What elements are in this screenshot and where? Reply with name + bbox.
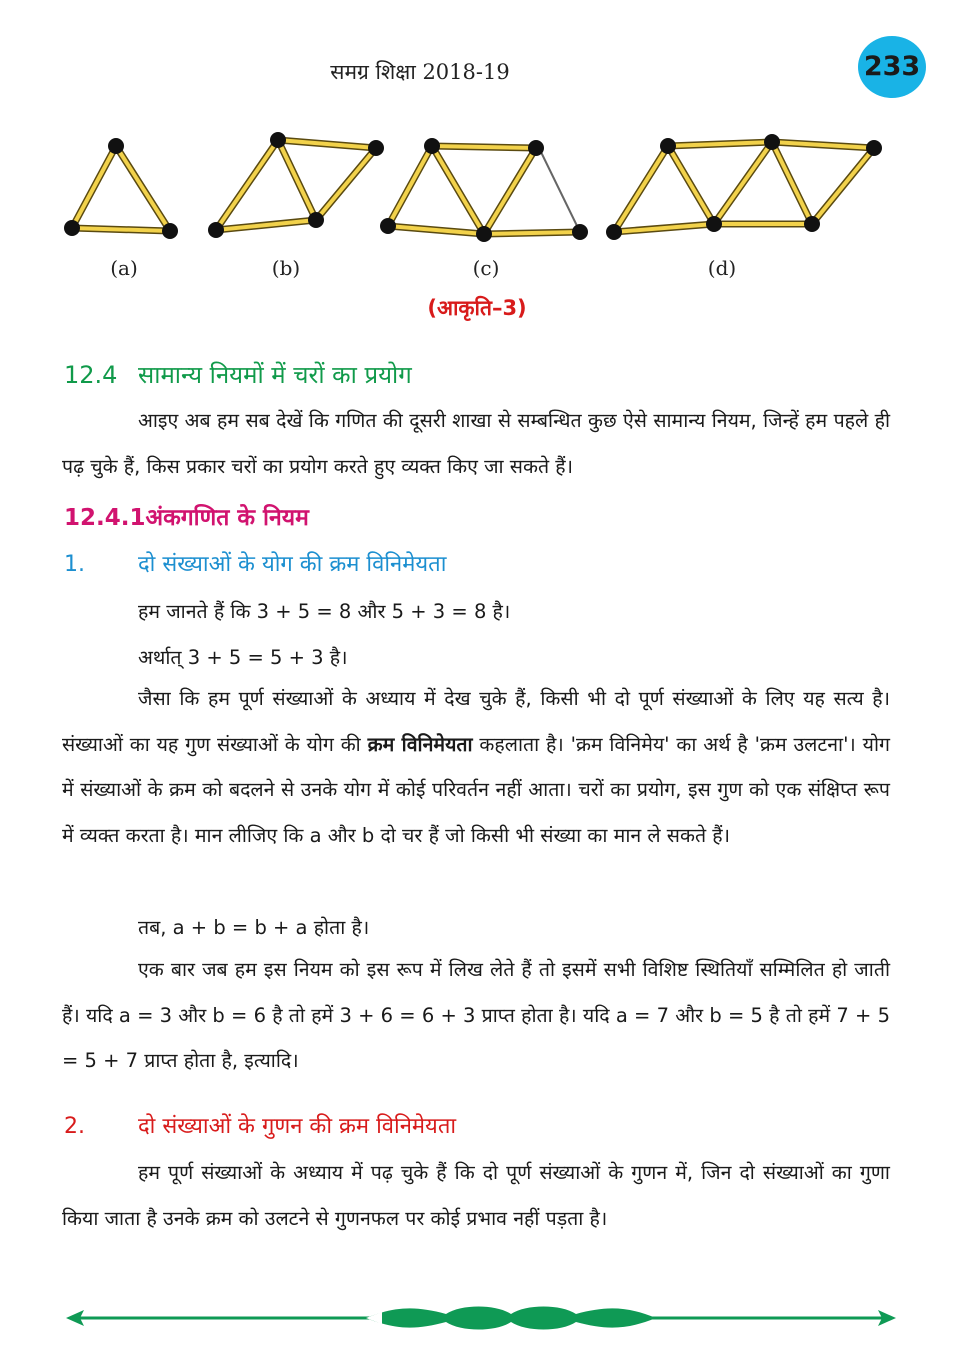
figure-label-c: (c) [472,256,500,280]
section-title: सामान्य नियमों में चरों का प्रयोग [138,361,412,389]
rule1-number: 1. [64,552,85,577]
rule2-paragraph: हम पूर्ण संख्याओं के अध्याय में पढ़ चुके हैं कि दो पूर्ण संख्याओं के गुणन में, जिन दो संख्याओं का गुणा किया जाता है उनके क्रम को उलटने से गुणनफल पर कोई प्रभाव नहीं पड़ता है। [62,1161,890,1230]
subsection-title: अंकगणित के नियम [145,505,309,531]
section-number: 12.4 [64,361,118,389]
figure-label-a: (a) [110,256,138,280]
rule1-para-bold: क्रम विनिमेयता [367,732,473,756]
figure-b [208,132,384,238]
rule1-line3: तब, a + b = b + a होता है। [138,916,370,939]
subsection-heading [64,500,309,532]
figure-label-d: (d) [707,256,737,280]
figure-caption: (आकृति–3) [427,296,527,320]
figure-label-b: (b) [271,256,301,280]
figure-c [380,138,588,242]
figure-a [64,138,178,239]
rule1-paragraph [62,676,890,858]
figure-d [606,134,882,240]
rule2-heading [64,1110,456,1140]
rule1-para-b: कहलाता है। 'क्रम विनिमेय' का अर्थ है 'क्रम उलटना'। योग में संख्याओं के क्रम को बदलने से उनके योग में कोई परिवर्तन नहीं आता। चरों का प्रयोग, इस गुण को एक संक्षिप्त रूप में व्यक्त करता है। मान लीजिए कि a और b दो चर हैं जो किसी भी संख्या का मान ले सकते हैं। [62,732,890,847]
subsection-number: 12.4.1 [64,505,146,531]
rule1-line1: हम जानते हैं कि 3 + 5 = 8 और 5 + 3 = 8 है। [138,600,511,623]
page-number-badge: 233 [858,36,926,98]
rule1-title: दो संख्याओं के योग की क्रम विनिमेयता [138,552,447,577]
rule1-para-a: जैसा कि हम पूर्ण संख्याओं के अध्याय में देख चुके हैं, किसी भी दो पूर्ण संख्याओं के लिए यह सत्य है। संख्याओं का यह गुण संख्याओं के योग की [62,687,890,756]
rule1-heading [64,548,446,578]
section-intro: आइए अब हम सब देखें कि गणित की दूसरी शाखा से सम्बन्धित कुछ ऐसे सामान्य नियम, जिन्हें हम पहले ही पढ़ चुके हैं, किस प्रकार चरों का प्रयोग करते हुए व्यक्त किए जा सकते हैं। [62,409,890,478]
section-heading [64,358,412,391]
rule2-number: 2. [64,1114,85,1139]
rule2-title: दो संख्याओं के गुणन की क्रम विनिमेयता [138,1114,457,1139]
decorative-divider [66,1300,896,1336]
rule1-paragraph2: एक बार जब हम इस नियम को इस रूप में लिख लेते हैं तो इसमें सभी विशिष्ट स्थितियाँ सम्मिलित हो जाती हैं। यदि a = 3 और b = 6 है तो हमें 3 + 6 = 6 + 3 प्राप्त होता है। यदि a = 7 और b = 5 है तो हमें 7 + 5 = 5 + 7 प्राप्त होता है, इत्यादि। [62,958,890,1072]
rule1-line2: अर्थात् 3 + 5 = 5 + 3 है। [138,646,348,669]
matchstick-figures [0,128,954,258]
running-header: समग्र शिक्षा 2018-19 [330,60,510,84]
